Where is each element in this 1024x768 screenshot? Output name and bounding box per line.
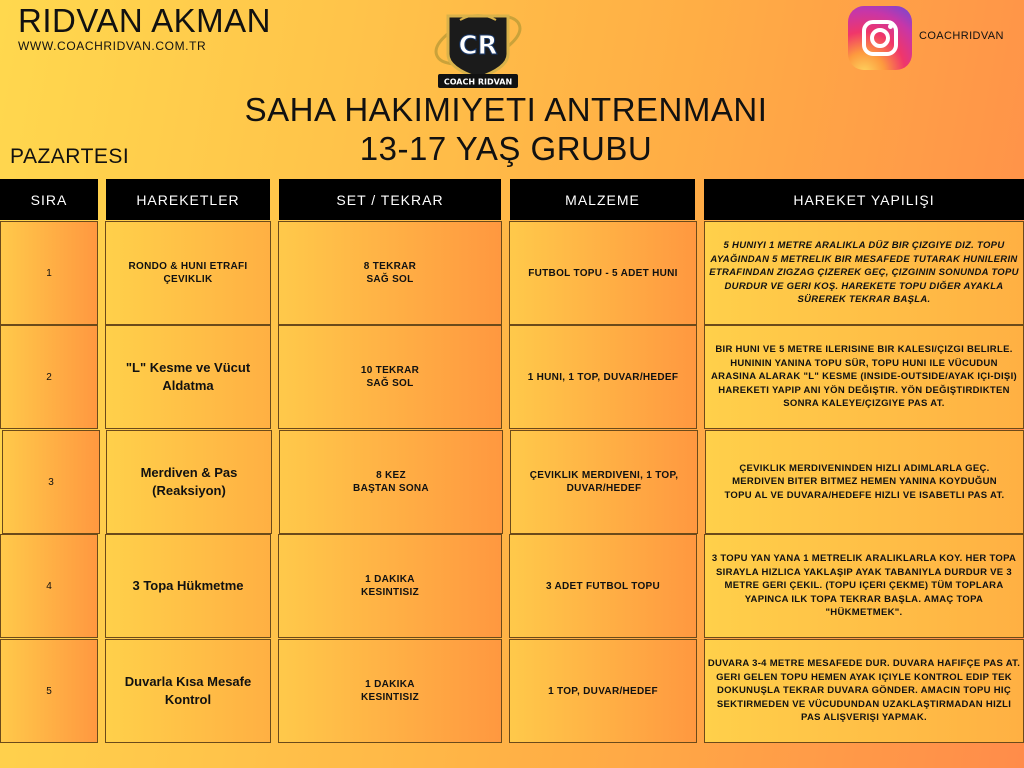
table-row-3-no: 3 xyxy=(2,430,100,534)
coach-name: RIDVAN AKMAN xyxy=(18,2,271,39)
table-row-1-sets: 8 TEKRAR SAĞ SOL xyxy=(278,221,502,325)
logo-text: CR xyxy=(458,31,498,61)
table-row-1-equipment: FUTBOL TOPU - 5 ADET HUNI xyxy=(509,221,697,325)
table-row-4-movement: 3 Topa Hükmetme xyxy=(105,534,271,638)
table-row-4-sets: 1 DAKIKA KESINTISIZ xyxy=(278,534,502,638)
table-row-2-movement: "L" Kesme ve Vücut Aldatma xyxy=(105,325,271,429)
website-link[interactable]: WWW.COACHRIDVAN.COM.TR xyxy=(18,39,207,53)
column-header-hareket-yapilisi: HAREKET YAPILIŞI xyxy=(704,179,1024,220)
table-row-4-no: 4 xyxy=(0,534,98,638)
table-row-2-sets: 10 TEKRAR SAĞ SOL xyxy=(278,325,502,429)
table-row-2-equipment: 1 HUNI, 1 TOP, DUVAR/HEDEF xyxy=(509,325,697,429)
table-row-3-sets: 8 KEZ BAŞTAN SONA xyxy=(279,430,503,534)
table-row-3-description: ÇEVIKLIK MERDIVENINDEN HIZLI ADIMLARLA GEÇ. MERDIVEN BITER BITMEZ HEMEN YANINA KOYDUĞUN TOPU AL VE DUVARA/HEDEFE HIZLI VE ISABETLI PAS AT. xyxy=(705,430,1024,534)
table-row-3-equipment: ÇEVIKLIK MERDIVENI, 1 TOP, DUVAR/HEDEF xyxy=(510,430,698,534)
table-row-5-no: 5 xyxy=(0,639,98,743)
instagram-icon[interactable] xyxy=(848,6,912,70)
column-header-malzeme: MALZEME xyxy=(510,179,695,220)
column-header-hareketler: HAREKETLER xyxy=(106,179,270,220)
column-header-set-tekrar: SET / TEKRAR xyxy=(279,179,501,220)
table-row-5-movement: Duvarla Kısa Mesafe Kontrol xyxy=(105,639,271,743)
table-row-1-no: 1 xyxy=(0,221,98,325)
table-row-4-equipment: 3 ADET FUTBOL TOPU xyxy=(509,534,697,638)
instagram-handle[interactable]: COACHRIDVAN xyxy=(919,30,1004,42)
column-header-sira: SIRA xyxy=(0,179,98,220)
table-row-1-movement: RONDO & HUNI ETRAFI ÇEVIKLIK xyxy=(105,221,271,325)
table-row-3-movement: Merdiven & Pas (Reaksiyon) xyxy=(106,430,272,534)
page-title: SAHA HAKIMIYETI ANTRENMANI xyxy=(244,91,768,128)
table-row-5-equipment: 1 TOP, DUVAR/HEDEF xyxy=(509,639,697,743)
table-row-1-description: 5 HUNIYI 1 METRE ARALIKLA DÜZ BIR ÇIZGIYE DIZ. TOPU AYAĞINDAN 5 METRELIK BIR MESAFEDE TUTARAK HUNILERIN ETRAFINDAN ZIGZAG ÇIZEREK GEÇ, ÇIZGININ SONUNDA TOPU DURDUR VE GERI KOŞ. HAREKETE TOPU DIĞER AYAKLA SÜREREK TEKRAR BAŞLA. xyxy=(704,221,1024,325)
table-row-2-description: BIR HUNI VE 5 METRE ILERISINE BIR KALESI/ÇIZGI BELIRLE. HUNININ YANINA TOPU SÜR, TOPU HUNI ILE VÜCUDUN ARASINA ALARAK "L" KESME (INSIDE-OUTSIDE/AYAK IÇI-DIŞI) HAREKETI YAPIP ANI YÖN DEĞIŞTIR. YÖN DEĞIŞTIRDIKTEN SONRA KALEYE/ÇIZGIYE PAS AT. xyxy=(704,325,1024,429)
table-row-5-description: DUVARA 3-4 METRE MESAFEDE DUR. DUVARA HAFIFÇE PAS AT. GERI GELEN TOPU HEMEN AYAK IÇIYLE KONTROL EDIP TEK DOKUNUŞLA TEKRAR DUVARA GÖNDER. AMACIN TOPU HIÇ SEKTIRMEDEN VE VÜCUDUNDAN UZAKLAŞTIRMADAN HIZLI PAS ALIŞVERIŞI YAPMAK. xyxy=(704,639,1024,743)
table-row-4-description: 3 TOPU YAN YANA 1 METRELIK ARALIKLARLA KOY. HER TOPA SIRAYLA HIZLICA YAKLAŞIP AYAK TABANIYLA DURDUR VE 3 METRE GERI ÇEKIL. (TOPU IÇERI ÇEKME) TÜM TOPLARA YAPINCA ILK TOPA TEKRAR BAŞLA. AMAÇ TOPA "HÜKMETMEK". xyxy=(704,534,1024,638)
table-row-2-no: 2 xyxy=(0,325,98,429)
day-label: PAZARTESI xyxy=(10,145,130,168)
coach-ridvan-logo xyxy=(430,2,526,92)
table-row-5-sets: 1 DAKIKA KESINTISIZ xyxy=(278,639,502,743)
logo-caption: COACH RIDVAN xyxy=(443,77,513,87)
age-group-subtitle: 13-17 YAŞ GRUBU xyxy=(359,130,653,167)
